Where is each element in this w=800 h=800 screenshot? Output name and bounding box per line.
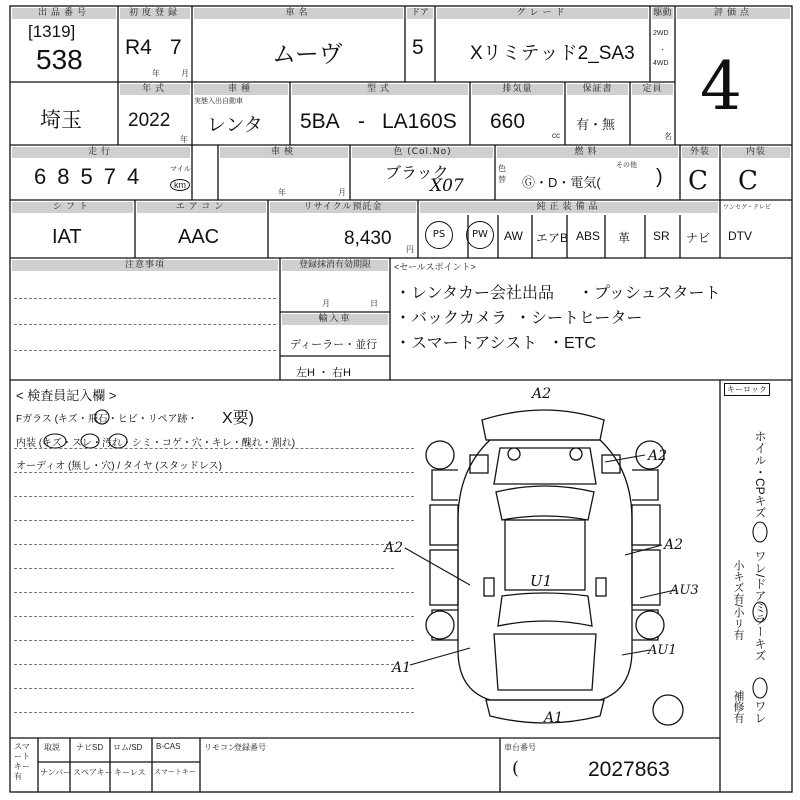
damage-mark: A2: [648, 448, 668, 464]
usage-label: 実態入出自動車: [194, 98, 243, 105]
mileage-digit: 4: [127, 164, 151, 189]
damage-mark: A2: [384, 540, 404, 556]
usage-value: レンタ: [207, 115, 263, 136]
displacement-unit: cc: [552, 131, 560, 140]
first-reg-year-unit: 年: [152, 69, 160, 78]
shift-header: シフト: [12, 202, 133, 213]
car-diagram: [430, 410, 660, 723]
warranty-value: 有・無: [576, 117, 616, 132]
damage-mark: U1: [530, 572, 553, 590]
model-code: LA160S: [382, 110, 457, 133]
damage-mark: A1: [544, 710, 564, 726]
inspector-line: [14, 520, 414, 521]
side-note: ワレ: [753, 700, 767, 724]
import-steering: 左H ・ 右H: [296, 367, 351, 379]
sales-point: ・プッシュスタート: [578, 285, 721, 302]
mileage-digits: [34, 164, 150, 190]
fuel-close: ): [656, 166, 663, 188]
damage-mark: A2: [664, 537, 684, 553]
spare-key-label: スペアキー: [73, 768, 113, 777]
recycle-value: 8,430: [344, 228, 392, 249]
inspection-header: 車検: [220, 147, 348, 158]
car-name-header: 車名: [194, 8, 403, 19]
inspector-line: [14, 640, 414, 641]
model-year-value: 2022: [128, 110, 171, 131]
interior-grade: C: [738, 166, 758, 196]
chassis-prefix: (: [512, 758, 520, 779]
caution-line: [14, 350, 276, 351]
inspector-line: [14, 616, 414, 617]
chassis-label: 車台番号: [504, 743, 536, 752]
registration-month-unit: 月: [322, 299, 330, 308]
interior-header: 内装: [722, 147, 790, 158]
displacement-value: 660: [490, 110, 526, 133]
sales-point: ・レンタカー会社出品: [395, 285, 554, 302]
bcas-label: B-CAS: [156, 742, 181, 751]
keyless-label: キーレス: [114, 768, 146, 777]
car-name: ムーヴ: [272, 41, 343, 68]
damage-mark: AU1: [648, 643, 677, 658]
score-header: 評価点: [677, 8, 790, 19]
inspection-year-unit: 年: [278, 188, 286, 197]
color-name: ブラック: [385, 165, 449, 182]
equipment-header: 純正装備品: [420, 202, 718, 213]
inspection-month-unit: 月: [338, 188, 346, 197]
color-change-label: 色替: [498, 164, 506, 184]
drive-2wd: 2WD: [653, 30, 669, 37]
smart-key-notice: スマートキー有: [14, 742, 30, 781]
fuel-header: 燃料: [497, 147, 678, 158]
recycle-unit: 円: [406, 245, 414, 254]
inspector-glass: Fガラス (キズ・飛石・ヒビ・リペア跡・: [16, 414, 198, 425]
cautions-header: 注意事項: [12, 260, 278, 271]
warranty-header: 保証書: [567, 84, 628, 95]
equip-sr: SR: [653, 229, 670, 243]
registration-header: 登録抹消有効期限: [282, 260, 388, 271]
inspector-audio: オーディオ (無し・穴) / タイヤ (スタッドレス): [16, 461, 222, 472]
first-reg-month: 7: [170, 36, 182, 59]
navi-sd-label: ナビSD: [76, 743, 104, 752]
inspector-interior: 内装 (キズ・スレ・汚れ・シミ・コゲ・穴・キレ・醜れ・割れ): [16, 438, 296, 449]
model-year-unit: 年: [180, 135, 188, 144]
chassis-number: 2027863: [588, 758, 670, 781]
score-value: 4: [700, 48, 742, 125]
mileage-header: 走行: [12, 147, 190, 158]
damage-mark: A2: [532, 386, 552, 402]
sales-point: ・ETC: [548, 335, 597, 352]
inspector-line: [14, 712, 414, 713]
side-note: 補修有: [732, 690, 744, 723]
sales-point: ・シートヒーター: [515, 310, 643, 327]
remote-label: リモコン: [204, 743, 236, 752]
grade-value: Xリミテッド2_SA3: [470, 43, 635, 64]
model-dash: -: [358, 110, 365, 133]
shift-value: IAT: [52, 226, 82, 248]
caution-line: [14, 324, 276, 325]
inspector-line: [14, 664, 394, 665]
equip-dtv: DTV: [728, 229, 752, 243]
grade-header: グレード: [437, 8, 648, 19]
drive-separator: ・: [659, 47, 666, 54]
lot-code: [1319]: [28, 22, 76, 41]
mileage-digit: 5: [80, 164, 104, 189]
docs-label: 取説: [44, 743, 60, 752]
damage-mark: AU3: [670, 583, 699, 598]
drive-4wd: 4WD: [653, 60, 669, 67]
equip-ps: PS: [425, 221, 453, 249]
inspector-line: [14, 568, 394, 569]
mileage-digit: 8: [57, 164, 81, 189]
inspector-line: [14, 496, 414, 497]
usage-header: 車種: [194, 84, 288, 95]
exterior-grade: C: [688, 166, 708, 196]
exterior-header: 外装: [682, 147, 718, 158]
inspector-line: [14, 688, 414, 689]
side-note: 小キズ有/小リ有: [732, 560, 744, 641]
smart-key-label: スマートキー: [154, 769, 196, 776]
rom-sd-label: ロム/SD: [113, 743, 143, 752]
mileage-digit: 6: [34, 164, 58, 189]
first-reg-era-year: R4: [125, 36, 152, 59]
number-plate-label: ナンバー: [40, 768, 72, 777]
reg-number-label: 登録番号: [234, 743, 266, 752]
mileage-unit-km: km: [170, 179, 190, 191]
equip-extra-label: ワンセグ・テレビ: [723, 205, 771, 211]
model-header: 型式: [292, 84, 468, 95]
sales-points-header: <セールスポイント>: [394, 262, 476, 272]
inspector-line: [14, 592, 414, 593]
equip-abs: ABS: [576, 229, 601, 243]
aircon-header: エアコン: [137, 202, 266, 213]
doors-value: 5: [412, 36, 424, 59]
registration-day-unit: 日: [370, 299, 378, 308]
inspector-header: < 検査員記入欄 >: [16, 388, 117, 403]
side-note: ワレ/ドアミラーキズ: [753, 550, 767, 662]
import-header: 輸入車: [282, 314, 388, 325]
drive-header: 駆動: [653, 8, 672, 18]
sales-point: ・スマートアシスト: [395, 335, 538, 352]
capacity-unit: 名: [664, 132, 672, 141]
mileage-digit: 7: [103, 164, 127, 189]
sales-point: ・バックカメラ: [395, 310, 508, 327]
inspector-line: [14, 544, 394, 545]
first-reg-header: 初度登録: [120, 8, 190, 19]
model-year-header: 年式: [120, 84, 190, 95]
caution-line: [14, 298, 276, 299]
equip-airbag: エアB: [536, 231, 569, 245]
inspector-line: [14, 472, 414, 473]
fuel-other-label: その他: [616, 162, 637, 169]
displacement-header: 排気量: [472, 84, 563, 95]
side-note: ホイル・CPキズ: [753, 430, 767, 519]
capacity-header: 定員: [632, 84, 673, 95]
color-code: X07: [430, 176, 464, 196]
keylock-label: キーロック: [724, 383, 770, 396]
lot-header: 出品番号: [12, 8, 116, 19]
recycle-header: リサイクル預託金: [270, 202, 416, 213]
aircon-value: AAC: [178, 226, 220, 248]
mileage-unit-mile: マイル: [170, 166, 191, 173]
model-prefix: 5BA: [300, 110, 340, 133]
fuel-options: Ⓖ・D・電気(: [522, 175, 601, 190]
region-value: 埼玉: [40, 109, 82, 132]
import-dealer: ディーラー・並行: [290, 339, 378, 351]
damage-mark: A1: [392, 660, 412, 676]
equip-aw: AW: [504, 229, 523, 243]
equip-navi: ナビ: [686, 231, 711, 245]
equip-pw: PW: [466, 221, 494, 249]
doors-header: ドア: [407, 8, 433, 19]
lot-number: 538: [36, 44, 83, 75]
inspector-line: [14, 448, 414, 449]
equip-leather: 革: [618, 231, 631, 245]
inspector-glass-x: X要): [222, 410, 255, 427]
first-reg-month-unit: 月: [181, 69, 189, 78]
color-header: 色 (Col.No): [352, 147, 493, 158]
